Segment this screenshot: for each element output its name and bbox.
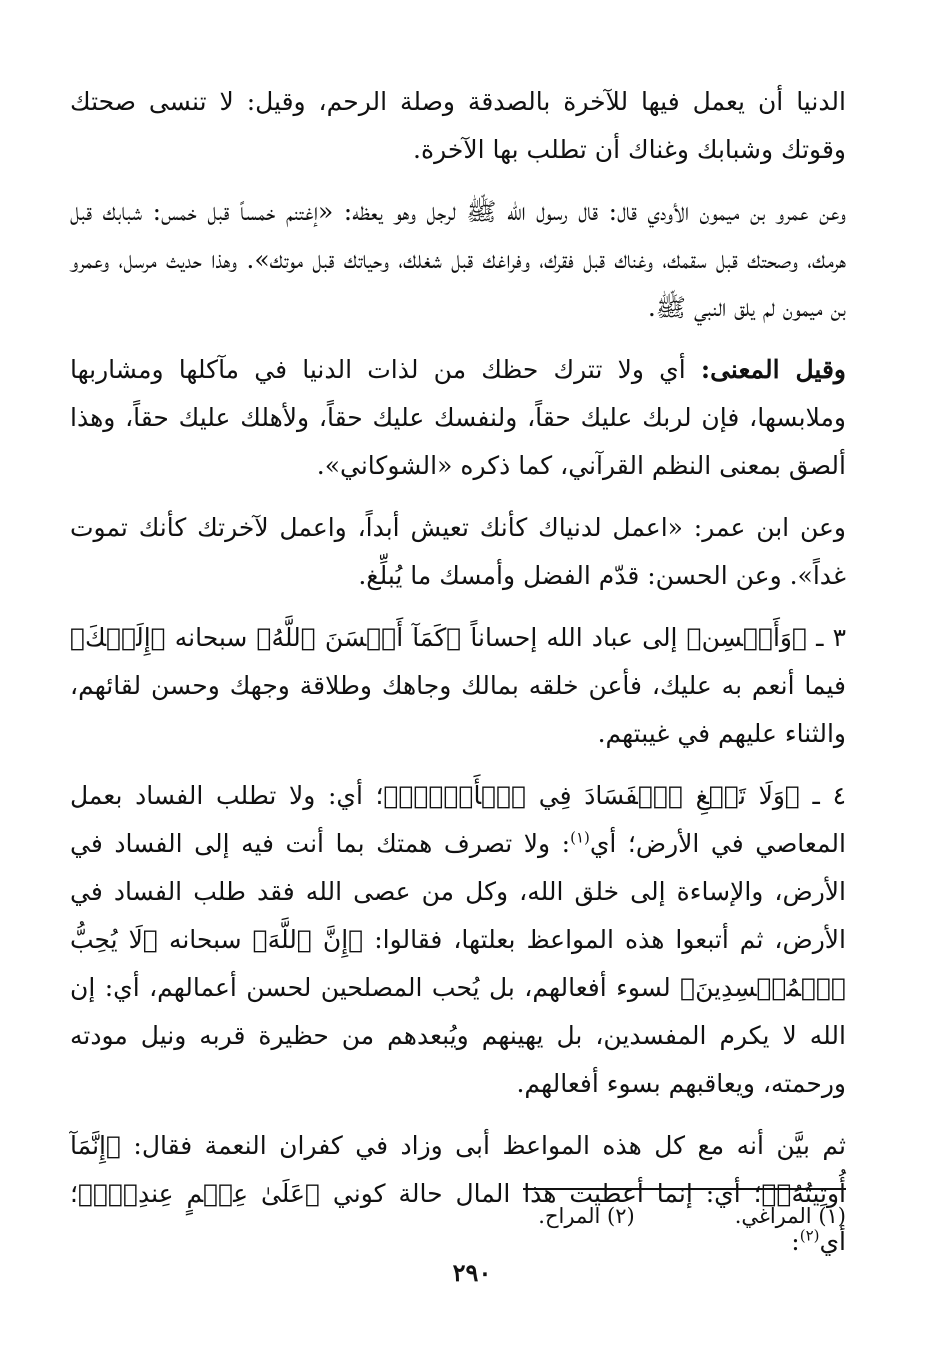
paragraph-6-text-cont: : ولا تصرف همتك بما أنت فيه إلى الفساد في الأرض، والإساءة إلى خلق الله، وكل من عصى الله فقد طلب الفساد في الأرض، ثم أتبعوا هذه المواعظ بعلتها، فقالوا: ﴿إِنَّ ٱللَّهَ﴾ سبحانه ﴿لَا يُحِبُّ ٱلۡمُفۡسِدِينَ﴾ لسوء أفعالهم، بل يُحب المصلحين لحسن أعمالهم، أي: إن الله لا يكرم المفسدين، بل يهينهم ويُبعدهم من حظيرة قربه ونيل مودته ورحمته، ويعاقبهم بسوء أفعالهم. xyxy=(70,829,846,1098)
paragraph-1-text: الدنيا أن يعمل فيها للآخرة بالصدقة وصلة الرحم، وقيل: لا تنسى صحتك وقوتك وشبابك وغناك أن تطلب بها الآخرة. xyxy=(70,87,846,164)
paragraph-4 xyxy=(70,504,846,600)
page-body xyxy=(70,78,846,1280)
paragraph-6-text: ٤ ـ ﴿وَلَا تَبۡغِ ٱلۡفَسَادَ فِي ٱلۡأَرۡضِۖ﴾؛ أي: ولا تطلب الفساد بعمل المعاصي في الأرض؛ أي xyxy=(70,781,846,858)
paragraph-2 xyxy=(70,188,846,332)
paragraph-3-text: أي ولا تترك حظك من لذات الدنيا في مآكلها ومشاربها وملابسها، فإن لربك عليك حقاً، ولنفسك عليك حقاً، ولأهلك عليك حقاً، وهذا ألصق بمعنى النظم القرآني، كما ذكره «الشوكاني». xyxy=(70,355,846,480)
paragraph-4-text: وعن ابن عمر: «اعمل لدنياك كأنك تعيش أبداً، واعمل لآخرتك كأنك تموت غداً». وعن الحسن: قدّم الفضل وأمسك ما يُبلِّغ. xyxy=(70,513,846,590)
paragraph-7-text: ثم بيَّن أنه مع كل هذه المواعظ أبى وزاد في كفران النعمة فقال: ﴿إِنَّمَآ أُوتِيتُهُۥ﴾؛ أي: إنما أعطيت هذا المال حالة كوني ﴿عَلَىٰ عِلۡمٍ عِندِيٓۚ﴾؛ أي xyxy=(70,1131,846,1256)
paragraph-5-text: ٣ ـ ﴿وَأَحۡسِن﴾ إلى عباد الله إحساناً ﴿كَمَآ أَحۡسَنَ ٱللَّهُ﴾ سبحانه ﴿إِلَيۡكَ﴾ فيما أنعم به عليك، فأعن خلقه بمالك وجاهك وطلاقة وجهك وحسن لقائهم، والثناء عليهم في غيبتهم. xyxy=(70,623,846,748)
paragraph-3-lead: وقيل المعنى: xyxy=(700,355,846,384)
footnote-1: (١) المراغي. xyxy=(734,1204,846,1228)
paragraph-2-text: وعن عمرو بن ميمون الأودي قال: قال رسول الله ﷺ لرجل وهو يعظه: «إغتنم خمساً قبل خمس: شبابك قبل هرمك، وصحتك قبل سقمك، وغناك قبل فقرك، وفراغك قبل شغلك، وحياتك قبل موتك». وهذا حديث مرسل، وعمرو بن ميمون لم يلق النبي ﷺ. xyxy=(70,197,846,322)
footnote-divider xyxy=(523,1188,846,1190)
page-number: ٢٩٠ xyxy=(452,1258,492,1287)
footnote-ref-2[interactable]: (٢) xyxy=(799,1226,820,1245)
footnotes xyxy=(538,1204,846,1228)
paragraph-6 xyxy=(70,772,846,1108)
paragraph-7-text-cont: : xyxy=(791,1227,800,1256)
paragraph-5 xyxy=(70,614,846,758)
paragraph-3 xyxy=(70,346,846,490)
footnote-2: (٢) المراح. xyxy=(538,1204,635,1228)
footnote-ref-1[interactable]: (١) xyxy=(570,828,590,847)
paragraph-1 xyxy=(70,78,846,174)
paragraph-7 xyxy=(70,1122,846,1266)
